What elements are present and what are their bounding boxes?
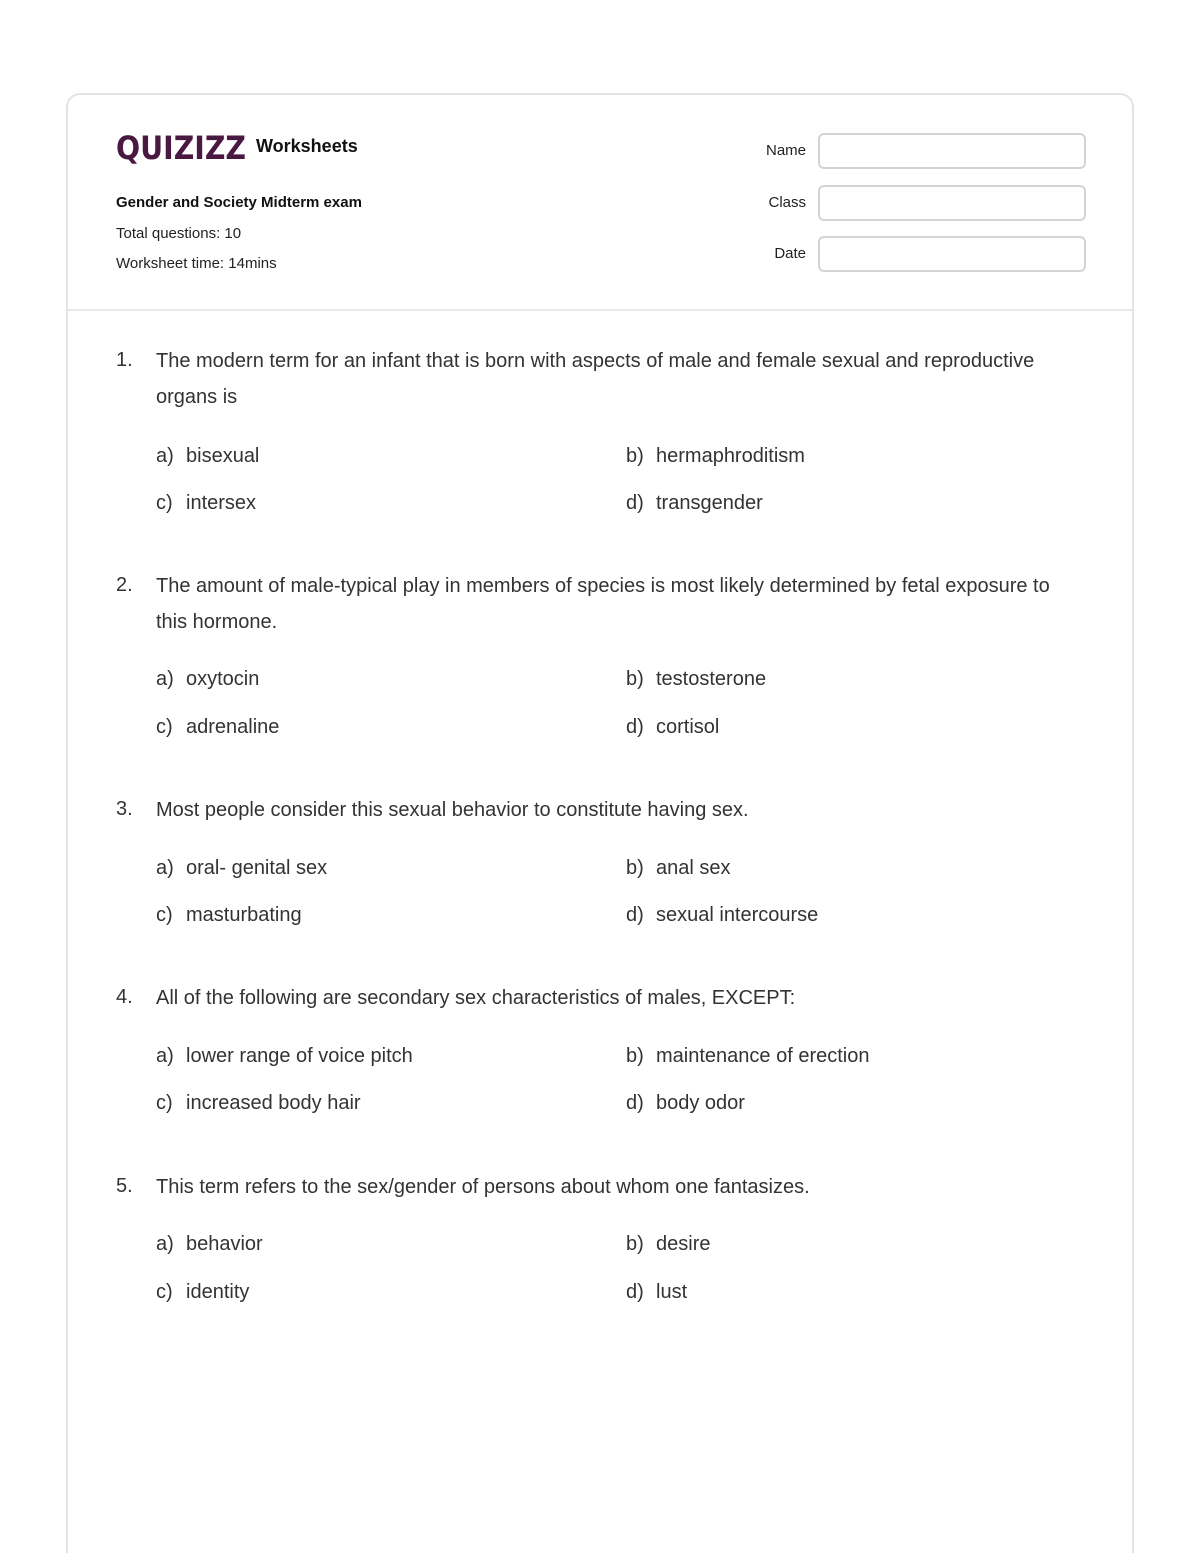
class-label: Class bbox=[768, 194, 806, 211]
question-text: This term refers to the sex/gender of persons about whom one fantasizes. bbox=[156, 1176, 810, 1198]
option-a: a) lower range of voice pitch bbox=[156, 1045, 413, 1067]
option-b: b) testosterone bbox=[626, 668, 767, 690]
date-label: Date bbox=[774, 245, 806, 262]
option-a: a) bisexual bbox=[156, 445, 260, 467]
question-number: 5. bbox=[116, 1175, 133, 1197]
question-text: Most people consider this sexual behavior to constitute having sex. bbox=[156, 799, 749, 821]
date-field[interactable] bbox=[818, 236, 1086, 272]
question-text: The modern term for an infant that is born with aspects of male and female sexual and reproductive organs is bbox=[156, 350, 1035, 408]
quizizz-logo bbox=[116, 129, 248, 165]
name-field[interactable] bbox=[818, 133, 1086, 169]
option-b: b) hermaphroditism bbox=[626, 445, 805, 467]
option-d: d) body odor bbox=[626, 1092, 745, 1114]
worksheet-card bbox=[66, 93, 1134, 1553]
option-c: c) intersex bbox=[156, 492, 257, 514]
option-b: b) anal sex bbox=[626, 857, 731, 879]
option-d: d) cortisol bbox=[626, 716, 720, 738]
name-label: Name bbox=[765, 142, 806, 159]
worksheet-title: Gender and Society Midterm exam bbox=[116, 194, 362, 211]
question-number: 1. bbox=[116, 349, 133, 371]
option-c: c) adrenaline bbox=[156, 716, 280, 738]
option-c: c) increased body hair bbox=[156, 1092, 361, 1114]
class-field[interactable] bbox=[818, 185, 1086, 221]
option-c: c) masturbating bbox=[156, 904, 302, 926]
brand-subtitle: Worksheets bbox=[256, 136, 358, 156]
question-text: All of the following are secondary sex characteristics of males, EXCEPT: bbox=[156, 987, 796, 1009]
option-b: b) desire bbox=[626, 1233, 711, 1255]
question-number: 2. bbox=[116, 574, 133, 596]
option-d: d) lust bbox=[626, 1281, 688, 1303]
worksheet-time: Worksheet time: 14mins bbox=[116, 255, 277, 272]
option-d: d) sexual intercourse bbox=[626, 904, 819, 926]
question-text: The amount of male-typical play in members of species is most likely determined by fetal exposure to this hormone. bbox=[156, 575, 1050, 633]
option-a: a) oxytocin bbox=[156, 668, 260, 690]
worksheet-header bbox=[68, 95, 1132, 311]
option-c: c) identity bbox=[156, 1281, 250, 1303]
logo-text: QUIZIZZ bbox=[116, 129, 246, 165]
question-number: 3. bbox=[116, 798, 133, 820]
option-b: b) maintenance of erection bbox=[626, 1045, 870, 1067]
option-a: a) behavior bbox=[156, 1233, 263, 1255]
question-number: 4. bbox=[116, 986, 133, 1008]
option-d: d) transgender bbox=[626, 492, 763, 514]
brand bbox=[116, 129, 358, 165]
total-questions: Total questions: 10 bbox=[116, 225, 242, 242]
option-a: a) oral- genital sex bbox=[156, 857, 328, 879]
